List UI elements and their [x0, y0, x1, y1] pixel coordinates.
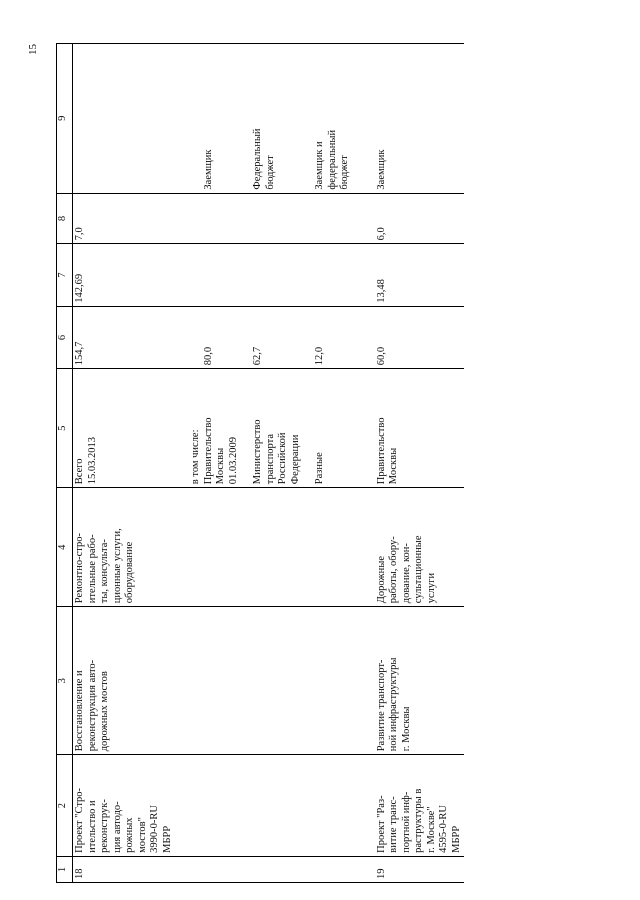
text-line: 3990-0-RU [149, 805, 160, 853]
text-line: Российской [277, 432, 288, 485]
text-line: ной инфраструктуры [388, 657, 399, 752]
text-line: оборудование [124, 541, 135, 604]
text-line: раструктуры в [413, 788, 424, 853]
amount-cell: 13,48 [375, 244, 465, 306]
text-line: ительные рабо- [86, 534, 98, 604]
works-cell [375, 488, 465, 607]
text-line: услуги [425, 572, 437, 604]
row-number: 19 [375, 856, 465, 882]
text-line: МБРР [450, 825, 462, 853]
page-number: 15 [27, 44, 39, 55]
text-line: г. Москвы [400, 706, 412, 752]
text-line: Правительство [375, 417, 387, 485]
amount-cell: 142,69 [73, 244, 176, 306]
text-line: ция автодо- [111, 801, 123, 853]
header-cell: 8 [57, 193, 73, 244]
text-line: МБРР [161, 825, 173, 853]
text-line: сультационные [413, 535, 424, 604]
purpose-cell [375, 607, 465, 755]
text-line: Развитие транспорт- [375, 659, 387, 752]
text-line: транспорта [264, 433, 276, 485]
header-row [57, 44, 73, 883]
borrower-cell [73, 369, 176, 488]
works-cell [73, 488, 176, 607]
text-line: Ремонтно-стро- [74, 533, 85, 604]
text-line: Правительство [202, 417, 214, 485]
text-line: ительство и [86, 800, 98, 853]
borrower-cell [375, 369, 465, 488]
text-line: Проект "Стро- [74, 787, 85, 853]
text-line: 15.03.2013 [86, 436, 98, 485]
text-line: витие транс- [388, 796, 399, 853]
text-line: бюджет [339, 155, 350, 190]
project-name-cell [73, 755, 176, 857]
text-line: ционные услуги, [111, 528, 123, 604]
borrower-cell [313, 369, 353, 488]
text-line: Всего [74, 458, 85, 485]
text-line: мостов" [136, 817, 148, 853]
text-line: в том числе: [190, 429, 201, 485]
text-line: Федеральный [252, 128, 263, 190]
table-row [73, 44, 176, 883]
header-cell: 7 [57, 244, 73, 306]
text-line: Восстановление и [74, 670, 85, 752]
text-line: Москвы [388, 447, 399, 485]
text-line: Проект "Раз- [375, 795, 387, 853]
amount-cell: 12,0 [313, 306, 353, 368]
text-line: портной инф- [400, 791, 412, 853]
source-cell [189, 44, 241, 194]
text-line: реконструкция авто- [86, 659, 98, 752]
header-cell: 5 [57, 369, 73, 488]
header-cell: 3 [57, 607, 73, 755]
amount-cell: 80,0 [189, 306, 241, 368]
borrower-cell [251, 369, 303, 488]
table-row [375, 44, 465, 883]
text-line: г. Москве" [425, 806, 437, 853]
rate-cell: 6,0 [375, 193, 465, 244]
text-line: рожных [124, 817, 135, 853]
text-line: Министерство [252, 419, 263, 485]
header-cell: 9 [57, 44, 73, 194]
source-cell [251, 44, 303, 194]
text-line: Разные [314, 452, 325, 485]
text-line: Дорожные [375, 555, 387, 604]
loan-projects-table [56, 43, 464, 883]
table-subrow [251, 44, 303, 883]
text-line: работы, обору- [388, 536, 399, 604]
rate-cell: 7,0 [73, 193, 176, 244]
text-line: дорожных мостов [99, 671, 110, 752]
source-cell [375, 44, 465, 194]
text-line: Федерации [289, 434, 301, 485]
header-cell: 1 [57, 856, 73, 882]
text-line: реконструк- [99, 799, 110, 853]
amount-cell: 154,7 [73, 306, 176, 368]
text-line: федеральный [326, 129, 338, 190]
text-line: Заемщик и [314, 141, 325, 190]
source-cell [73, 44, 176, 194]
table-subrow [189, 44, 241, 883]
amount-cell: 60,0 [375, 306, 465, 368]
text-line: Заемщик [203, 149, 214, 190]
text-line: Заемщик [375, 149, 387, 190]
text-line: дование, кон- [400, 543, 412, 604]
text-line: ты, консульта- [99, 539, 110, 604]
amount-cell: 62,7 [251, 306, 303, 368]
document-sheet [56, 43, 462, 883]
text-line: Москвы [215, 447, 226, 485]
row-number: 18 [73, 856, 176, 882]
header-cell: 4 [57, 488, 73, 607]
text-line: 01.03.2009 [227, 436, 239, 485]
table-subrow [313, 44, 353, 883]
text-line: бюджет [264, 155, 276, 190]
borrower-cell [189, 369, 241, 488]
source-cell [313, 44, 353, 194]
purpose-cell [73, 607, 176, 755]
text-line: 4595-0-RU [438, 805, 449, 853]
header-cell: 6 [57, 306, 73, 368]
header-cell: 2 [57, 755, 73, 857]
project-name-cell [375, 755, 465, 857]
